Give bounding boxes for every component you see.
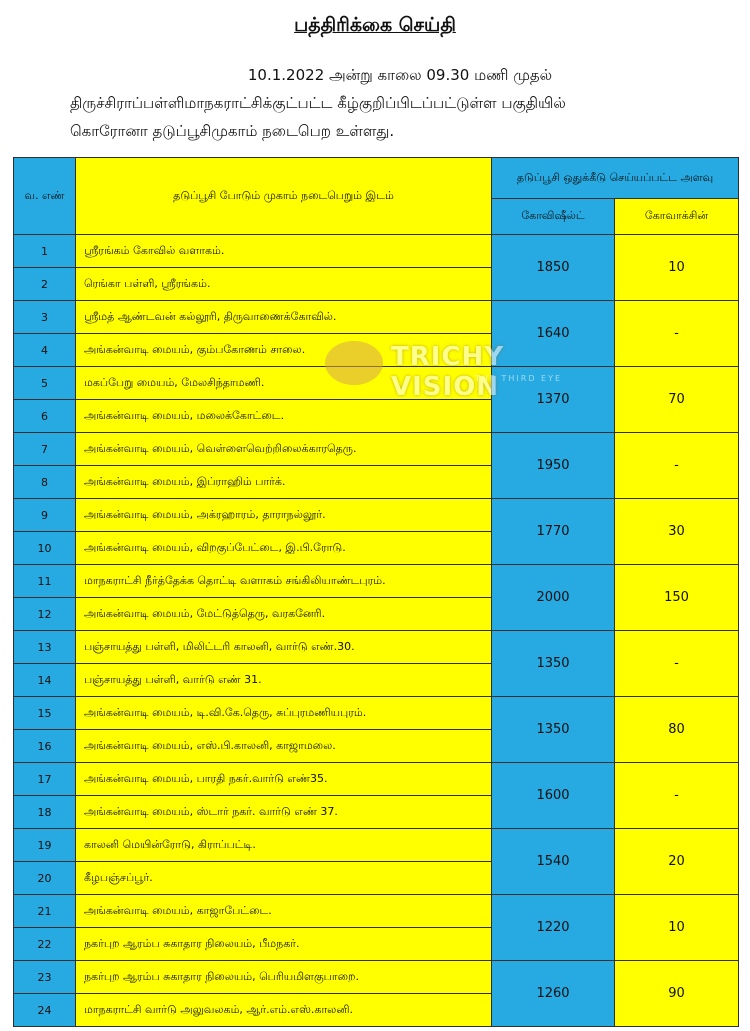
row-camp-location: ரெங்கா பள்ளி, ஸ்ரீரங்கம்.: [76, 268, 492, 301]
table-row: [14, 235, 739, 268]
row-serial-number: 11: [14, 565, 76, 598]
group-covishield-count: 1350: [492, 697, 615, 763]
table-row: [14, 367, 739, 400]
group-covaxin-count: 20: [615, 829, 739, 895]
row-camp-location: நகர்புற ஆரம்ப சுகாதார நிலையம், பெரியமிளகுபாறை.: [76, 961, 492, 994]
row-serial-number: 9: [14, 499, 76, 532]
row-camp-location: பஞ்சாயத்து பள்ளி, மிலிட்டரி காலனி, வார்டு எண்.30.: [76, 631, 492, 664]
group-covishield-count: 1770: [492, 499, 615, 565]
row-serial-number: 22: [14, 928, 76, 961]
row-serial-number: 1: [14, 235, 76, 268]
row-camp-location: பஞ்சாயத்து பள்ளி, வார்டு எண் 31.: [76, 664, 492, 697]
row-serial-number: 24: [14, 994, 76, 1027]
row-serial-number: 5: [14, 367, 76, 400]
row-camp-location: மாநகராட்சி நீர்த்தேக்க தொட்டி வளாகம் சங்கிலியாண்டபுரம்.: [76, 565, 492, 598]
group-covishield-count: 1220: [492, 895, 615, 961]
row-camp-location: அங்கன்வாடி மையம், ஸ்டார் நகர். வார்டு எண் 37.: [76, 796, 492, 829]
row-camp-location: அங்கன்வாடி மையம், கும்பகோணம் சாலை.: [76, 334, 492, 367]
row-camp-location: ஸ்ரீமத் ஆண்டவன் கல்லூரி, திருவாணைக்கோவில்.: [76, 301, 492, 334]
header-covishield: கோவிஷீல்ட்: [492, 199, 615, 235]
row-camp-location: ஸ்ரீரங்கம் கோவில் வளாகம்.: [76, 235, 492, 268]
press-release-title: பத்திரிக்கை செய்தி: [294, 14, 456, 36]
row-camp-location: காலனி மெயின்ரோடு, கிராப்பட்டி.: [76, 829, 492, 862]
group-covaxin-count: -: [615, 433, 739, 499]
group-covishield-count: 1640: [492, 301, 615, 367]
row-serial-number: 23: [14, 961, 76, 994]
group-covishield-count: 1260: [492, 961, 615, 1027]
group-covishield-count: 1540: [492, 829, 615, 895]
group-covaxin-count: 10: [615, 895, 739, 961]
table-row: [14, 697, 739, 730]
group-covaxin-count: -: [615, 763, 739, 829]
row-serial-number: 6: [14, 400, 76, 433]
group-covaxin-count: 70: [615, 367, 739, 433]
table-row: [14, 565, 739, 598]
row-serial-number: 16: [14, 730, 76, 763]
table-row: [14, 829, 739, 862]
table-row: [14, 433, 739, 466]
group-covaxin-count: -: [615, 301, 739, 367]
row-serial-number: 19: [14, 829, 76, 862]
group-covaxin-count: 10: [615, 235, 739, 301]
table-row: [14, 961, 739, 994]
row-serial-number: 17: [14, 763, 76, 796]
row-serial-number: 8: [14, 466, 76, 499]
row-camp-location: மாநகராட்சி வார்டு அலுவலகம், ஆர்.எம்.எஸ்.காலனி.: [76, 994, 492, 1027]
row-camp-location: நகர்புற ஆரம்ப சுகாதார நிலையம், பீமநகர்.: [76, 928, 492, 961]
row-camp-location: அங்கன்வாடி மையம், டி.வி.கே.தெரு, சுப்புரமணியபுரம்.: [76, 697, 492, 730]
group-covishield-count: 1600: [492, 763, 615, 829]
row-serial-number: 2: [14, 268, 76, 301]
row-camp-location: மகப்பேறு மையம், மேலசிந்தாமணி.: [76, 367, 492, 400]
row-camp-location: அங்கன்வாடி மையம், மேட்டுத்தெரு, வரகனேரி.: [76, 598, 492, 631]
intro-line-location: திருச்சிராப்பள்ளிமாநகராட்சிக்குட்பட்ட கீழ்குறிப்பிடப்பட்டுள்ள பகுதியில்: [70, 94, 566, 112]
row-serial-number: 10: [14, 532, 76, 565]
group-covishield-count: 1850: [492, 235, 615, 301]
row-serial-number: 21: [14, 895, 76, 928]
row-serial-number: 7: [14, 433, 76, 466]
watermark-brand-name: TRICHY VISION: [391, 342, 505, 402]
row-camp-location: அங்கன்வாடி மையம், காஜாபேட்டை.: [76, 895, 492, 928]
row-camp-location: அங்கன்வாடி மையம், இப்ராஹிம் பார்க்.: [76, 466, 492, 499]
row-serial-number: 3: [14, 301, 76, 334]
table-body: [14, 158, 739, 1027]
row-camp-location: அங்கன்வாடி மையம், வெள்ளைவெற்றிலைக்காரதெரு.: [76, 433, 492, 466]
group-covishield-count: 1950: [492, 433, 615, 499]
vaccination-camp-table: [13, 157, 739, 1027]
watermark-tagline: THE THIRD EYE: [475, 374, 563, 383]
row-camp-location: அங்கன்வாடி மையம், பாரதி நகர்.வார்டு எண்35.: [76, 763, 492, 796]
table-row: [14, 301, 739, 334]
header-serial-number: வ. எண்: [14, 158, 76, 235]
group-covaxin-count: 80: [615, 697, 739, 763]
row-serial-number: 13: [14, 631, 76, 664]
table-row: [14, 895, 739, 928]
row-serial-number: 12: [14, 598, 76, 631]
row-camp-location: அங்கன்வாடி மையம், விறகுப்பேட்டை, இ.பி.ரோடு.: [76, 532, 492, 565]
intro-line-announcement: கொரோனா தடுப்பூசிமுகாம் நடைபெற உள்ளது.: [70, 122, 395, 140]
group-covishield-count: 2000: [492, 565, 615, 631]
header-covaxin: கோவாக்சின்: [615, 199, 739, 235]
table-row: [14, 763, 739, 796]
header-vaccine-allocation: தடுப்பூசி ஒதுக்கீடு செய்யப்பட்ட அளவு: [492, 158, 739, 199]
table-row: [14, 499, 739, 532]
row-camp-location: அங்கன்வாடி மையம், எஸ்.பி.காலனி, காஜாமலை.: [76, 730, 492, 763]
row-serial-number: 15: [14, 697, 76, 730]
table-header-row: [14, 158, 739, 199]
group-covaxin-count: 90: [615, 961, 739, 1027]
group-covaxin-count: -: [615, 631, 739, 697]
group-covaxin-count: 30: [615, 499, 739, 565]
row-serial-number: 20: [14, 862, 76, 895]
group-covaxin-count: 150: [615, 565, 739, 631]
row-serial-number: 14: [14, 664, 76, 697]
row-camp-location: அங்கன்வாடி மையம், அக்ரஹாரம், தாராநல்லூர்.: [76, 499, 492, 532]
row-camp-location: அங்கன்வாடி மையம், மலைக்கோட்டை.: [76, 400, 492, 433]
header-camp-location: தடுப்பூசி போடும் முகாம் நடைபெறும் இடம்: [76, 158, 492, 235]
intro-line-date: 10.1.2022 அன்று காலை 09.30 மணி முதல்: [247, 66, 553, 84]
row-serial-number: 18: [14, 796, 76, 829]
row-serial-number: 4: [14, 334, 76, 367]
table-row: [14, 631, 739, 664]
group-covishield-count: 1350: [492, 631, 615, 697]
row-camp-location: கீழபஞ்சப்பூர்.: [76, 862, 492, 895]
group-covishield-count: 1370: [492, 367, 615, 433]
